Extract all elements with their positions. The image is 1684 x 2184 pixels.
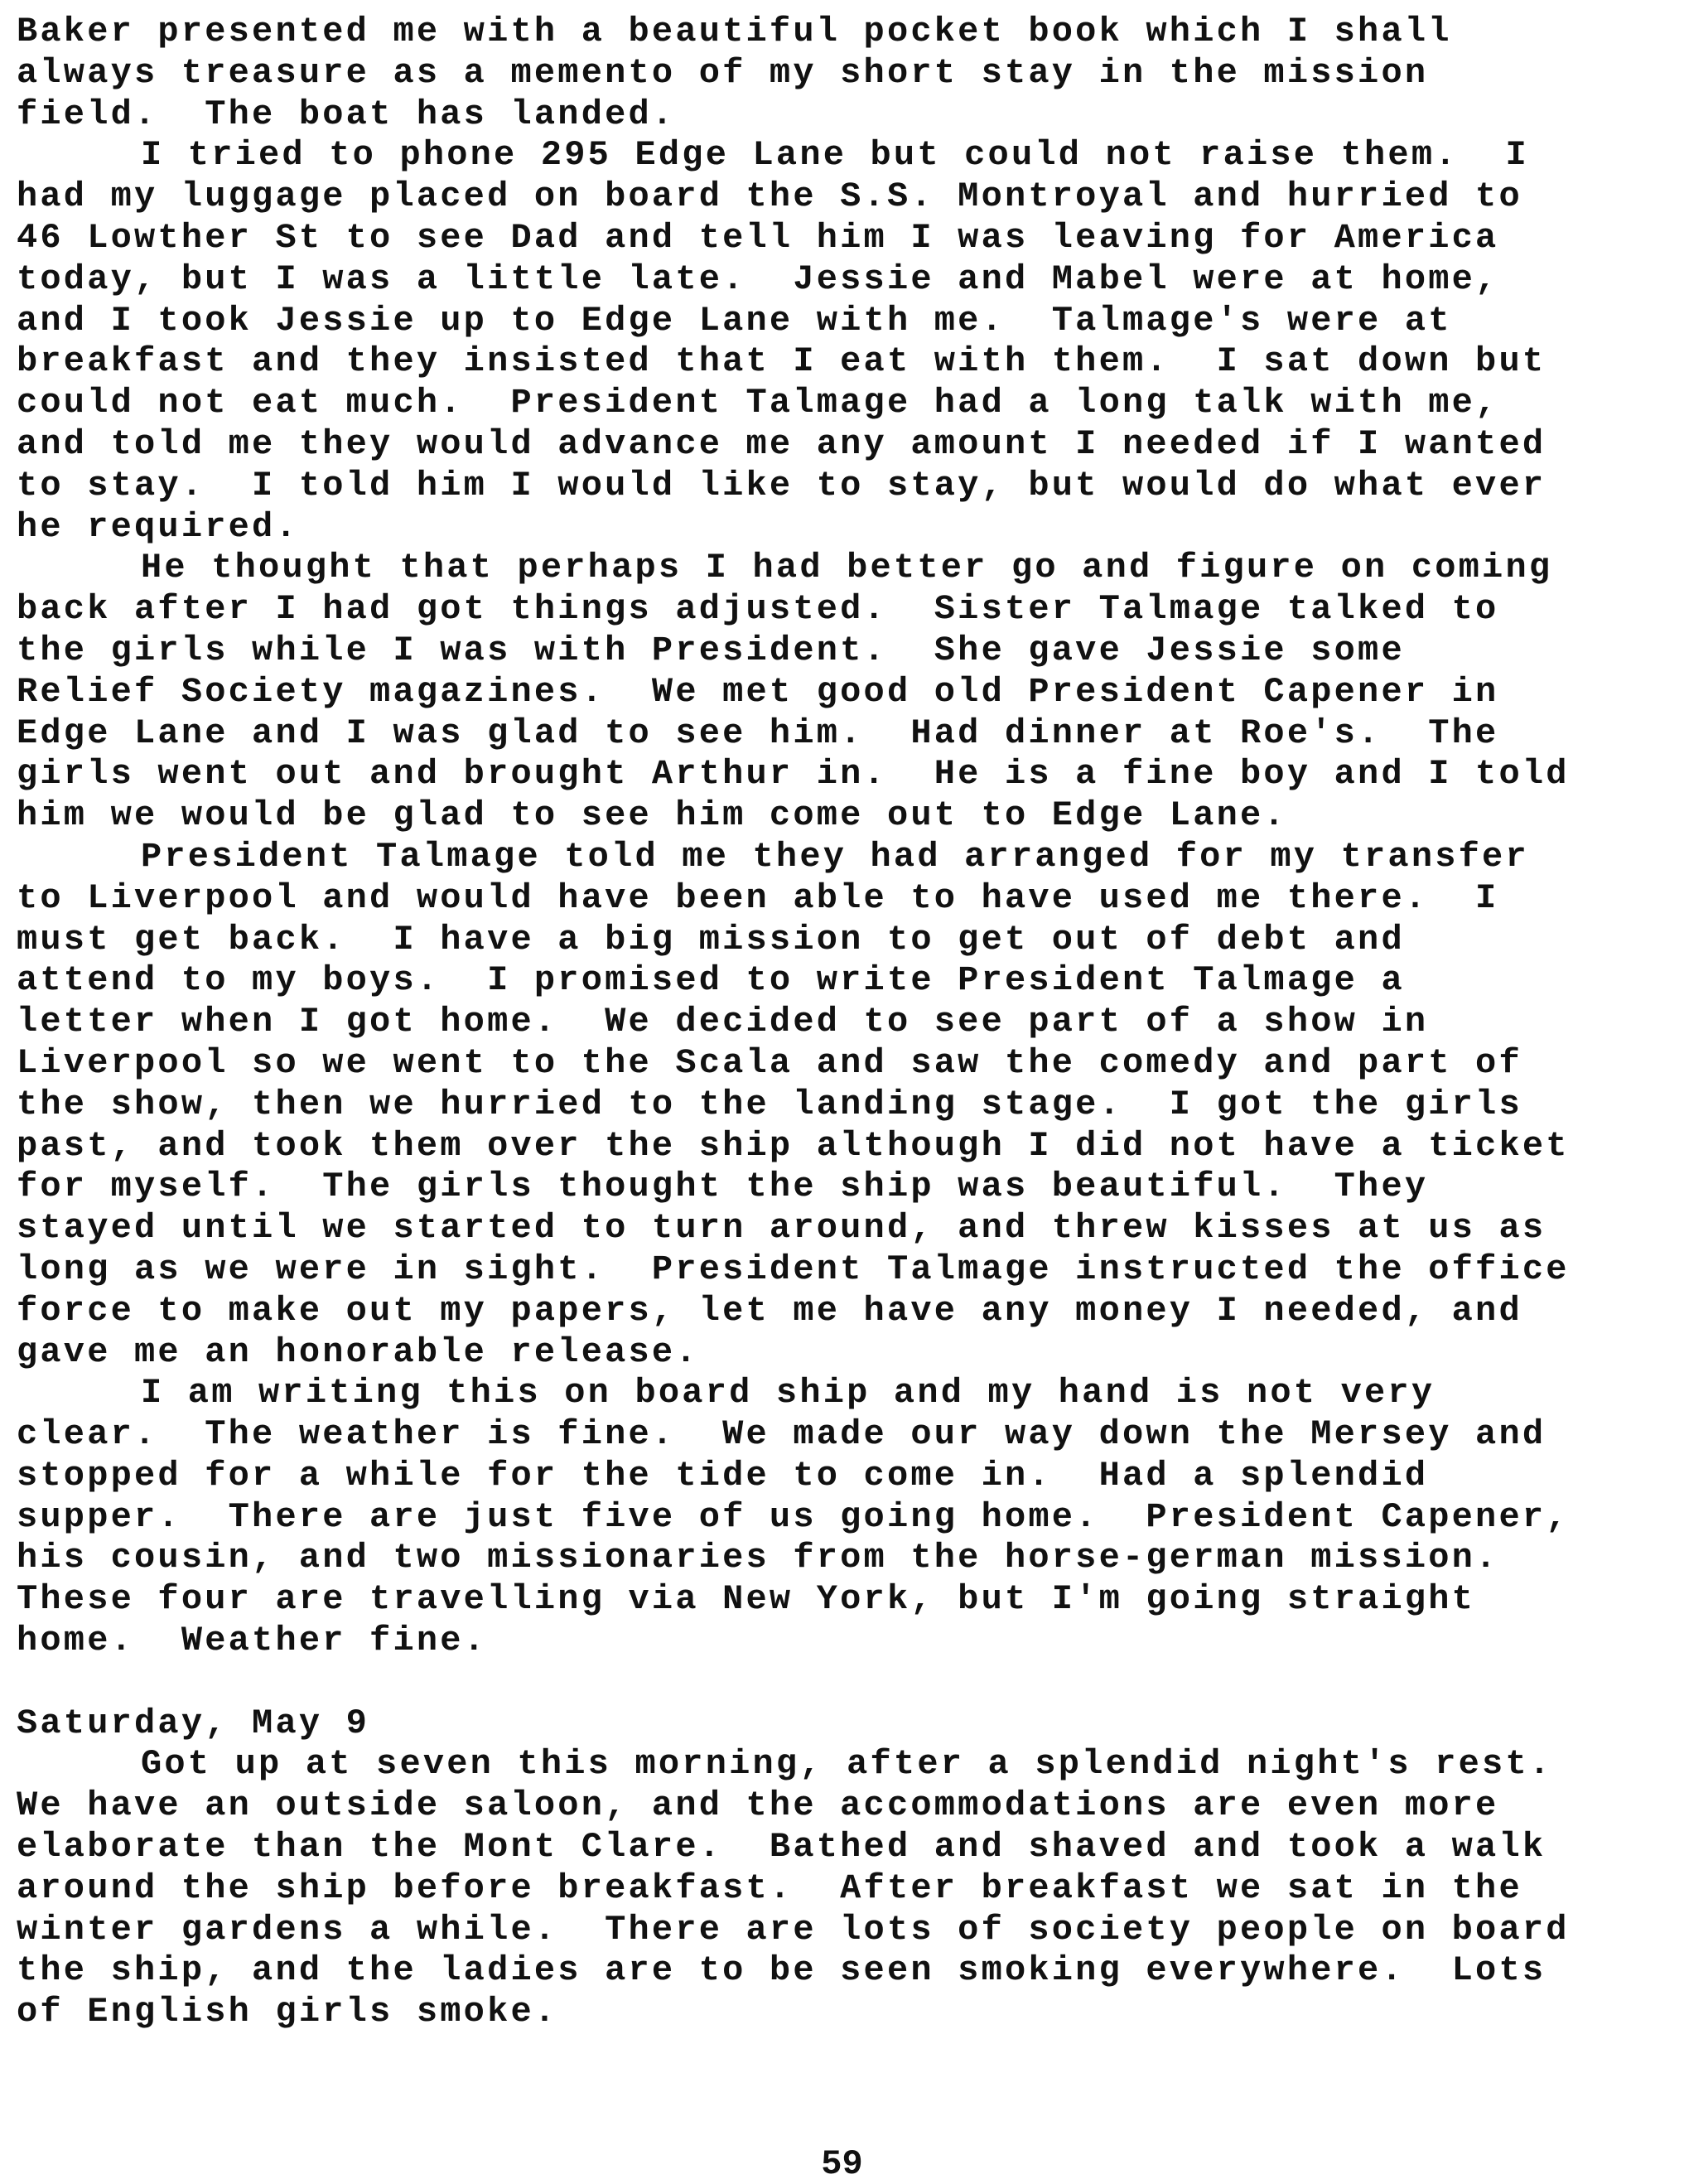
text-line: gave me an honorable release. [17,1331,699,1372]
text-line: back after I had got things adjusted. Sister Talmage talked to [17,589,1499,630]
document-page [17,12,1673,2033]
paragraph-start-line: Got up at seven this morning, after a splendid night's rest. [141,1744,1553,1785]
text-line: winter gardens a while. There are lots of society people on board [17,1909,1570,1950]
text-line: supper. There are just five of us going home. President Capener, [17,1496,1570,1537]
text-line: field. The boat has landed. [17,94,676,134]
text-line: We have an outside saloon, and the accommodations are even more [17,1785,1499,1826]
text-line: and told me they would advance me any amount I needed if I wanted [17,423,1546,464]
text-line: breakfast and they insisted that I eat with them. I sat down but [17,341,1546,382]
text-line: today, but I was a little late. Jessie and Mabel were at home, [17,259,1499,299]
text-line: him we would be glad to see him come out to Edge Lane. [17,795,1287,836]
text-line: could not eat much. President Talmage had a long talk with me, [17,383,1499,423]
text-line: had my luggage placed on board the S.S. Montroyal and hurried to [17,176,1522,217]
text-line: stayed until we started to turn around, and threw kisses at us as [17,1208,1546,1249]
text-line: he required. [17,506,299,547]
text-line: past, and took them over the ship although I did not have a ticket [17,1125,1570,1166]
text-line: letter when I got home. We decided to see part of a show in [17,1002,1429,1042]
text-line: Baker presented me with a beautiful pocket book which I shall [17,12,1452,51]
text-line: the girls while I was with President. She gave Jessie some [17,630,1405,670]
text-line: the ship, and the ladies are to be seen smoking everywhere. Lots [17,1950,1546,1991]
text-line: attend to my boys. I promised to write President Talmage a [17,960,1405,1001]
text-line: for myself. The girls thought the ship was beautiful. They [17,1167,1429,1207]
text-line: 46 Lowther St to see Dad and tell him I was leaving for America [17,217,1499,258]
text-line: girls went out and brought Arthur in. He is a fine boy and I told [17,754,1570,795]
text-line: must get back. I have a big mission to get out of debt and [17,919,1405,959]
text-line: stopped for a while for the tide to come in. Had a splendid [17,1455,1429,1495]
text-line: of English girls smoke. [17,1992,558,2032]
text-line: Liverpool so we went to the Scala and saw the comedy and part of [17,1042,1522,1083]
text-line: long as we were in sight. President Talmage instructed the office [17,1249,1570,1289]
text-line: to Liverpool and would have been able to have used me there. I [17,877,1499,918]
paragraph-start-line: President Talmage told me they had arranged for my transfer [141,836,1529,877]
text-line: force to make out my papers, let me have any money I needed, and [17,1290,1522,1331]
text-line: the show, then we hurried to the landing stage. I got the girls [17,1084,1522,1124]
text-line: always treasure as a memento of my short stay in the mission [17,52,1429,93]
paragraph-start-line: I tried to phone 295 Edge Lane but could not raise them. I [141,135,1529,176]
text-line: to stay. I told him I would like to stay, but would do what ever [17,465,1546,505]
text-line: and I took Jessie up to Edge Lane with me. Talmage's were at [17,300,1452,341]
paragraph-start-line: He thought that perhaps I had better go and figure on coming [141,548,1553,588]
text-line: Edge Lane and I was glad to see him. Had dinner at Roe's. The [17,713,1499,753]
paragraph-start-line: I am writing this on board ship and my hand is not very [141,1373,1436,1413]
text-line: elaborate than the Mont Clare. Bathed and shaved and took a walk [17,1827,1546,1868]
page-number: 59 [821,2144,863,2184]
blank-line [17,1662,1673,1703]
date-heading: Saturday, May 9 [17,1703,370,1743]
text-line: Relief Society magazines. We met good old President Capener in [17,671,1499,712]
text-line: his cousin, and two missionaries from the horse-german mission. [17,1538,1499,1578]
text-line: These four are travelling via New York, but I'm going straight [17,1579,1476,1620]
text-line: around the ship before breakfast. After breakfast we sat in the [17,1868,1522,1908]
text-line: clear. The weather is fine. We made our way down the Mersey and [17,1414,1546,1455]
text-line: home. Weather fine. [17,1621,488,1661]
